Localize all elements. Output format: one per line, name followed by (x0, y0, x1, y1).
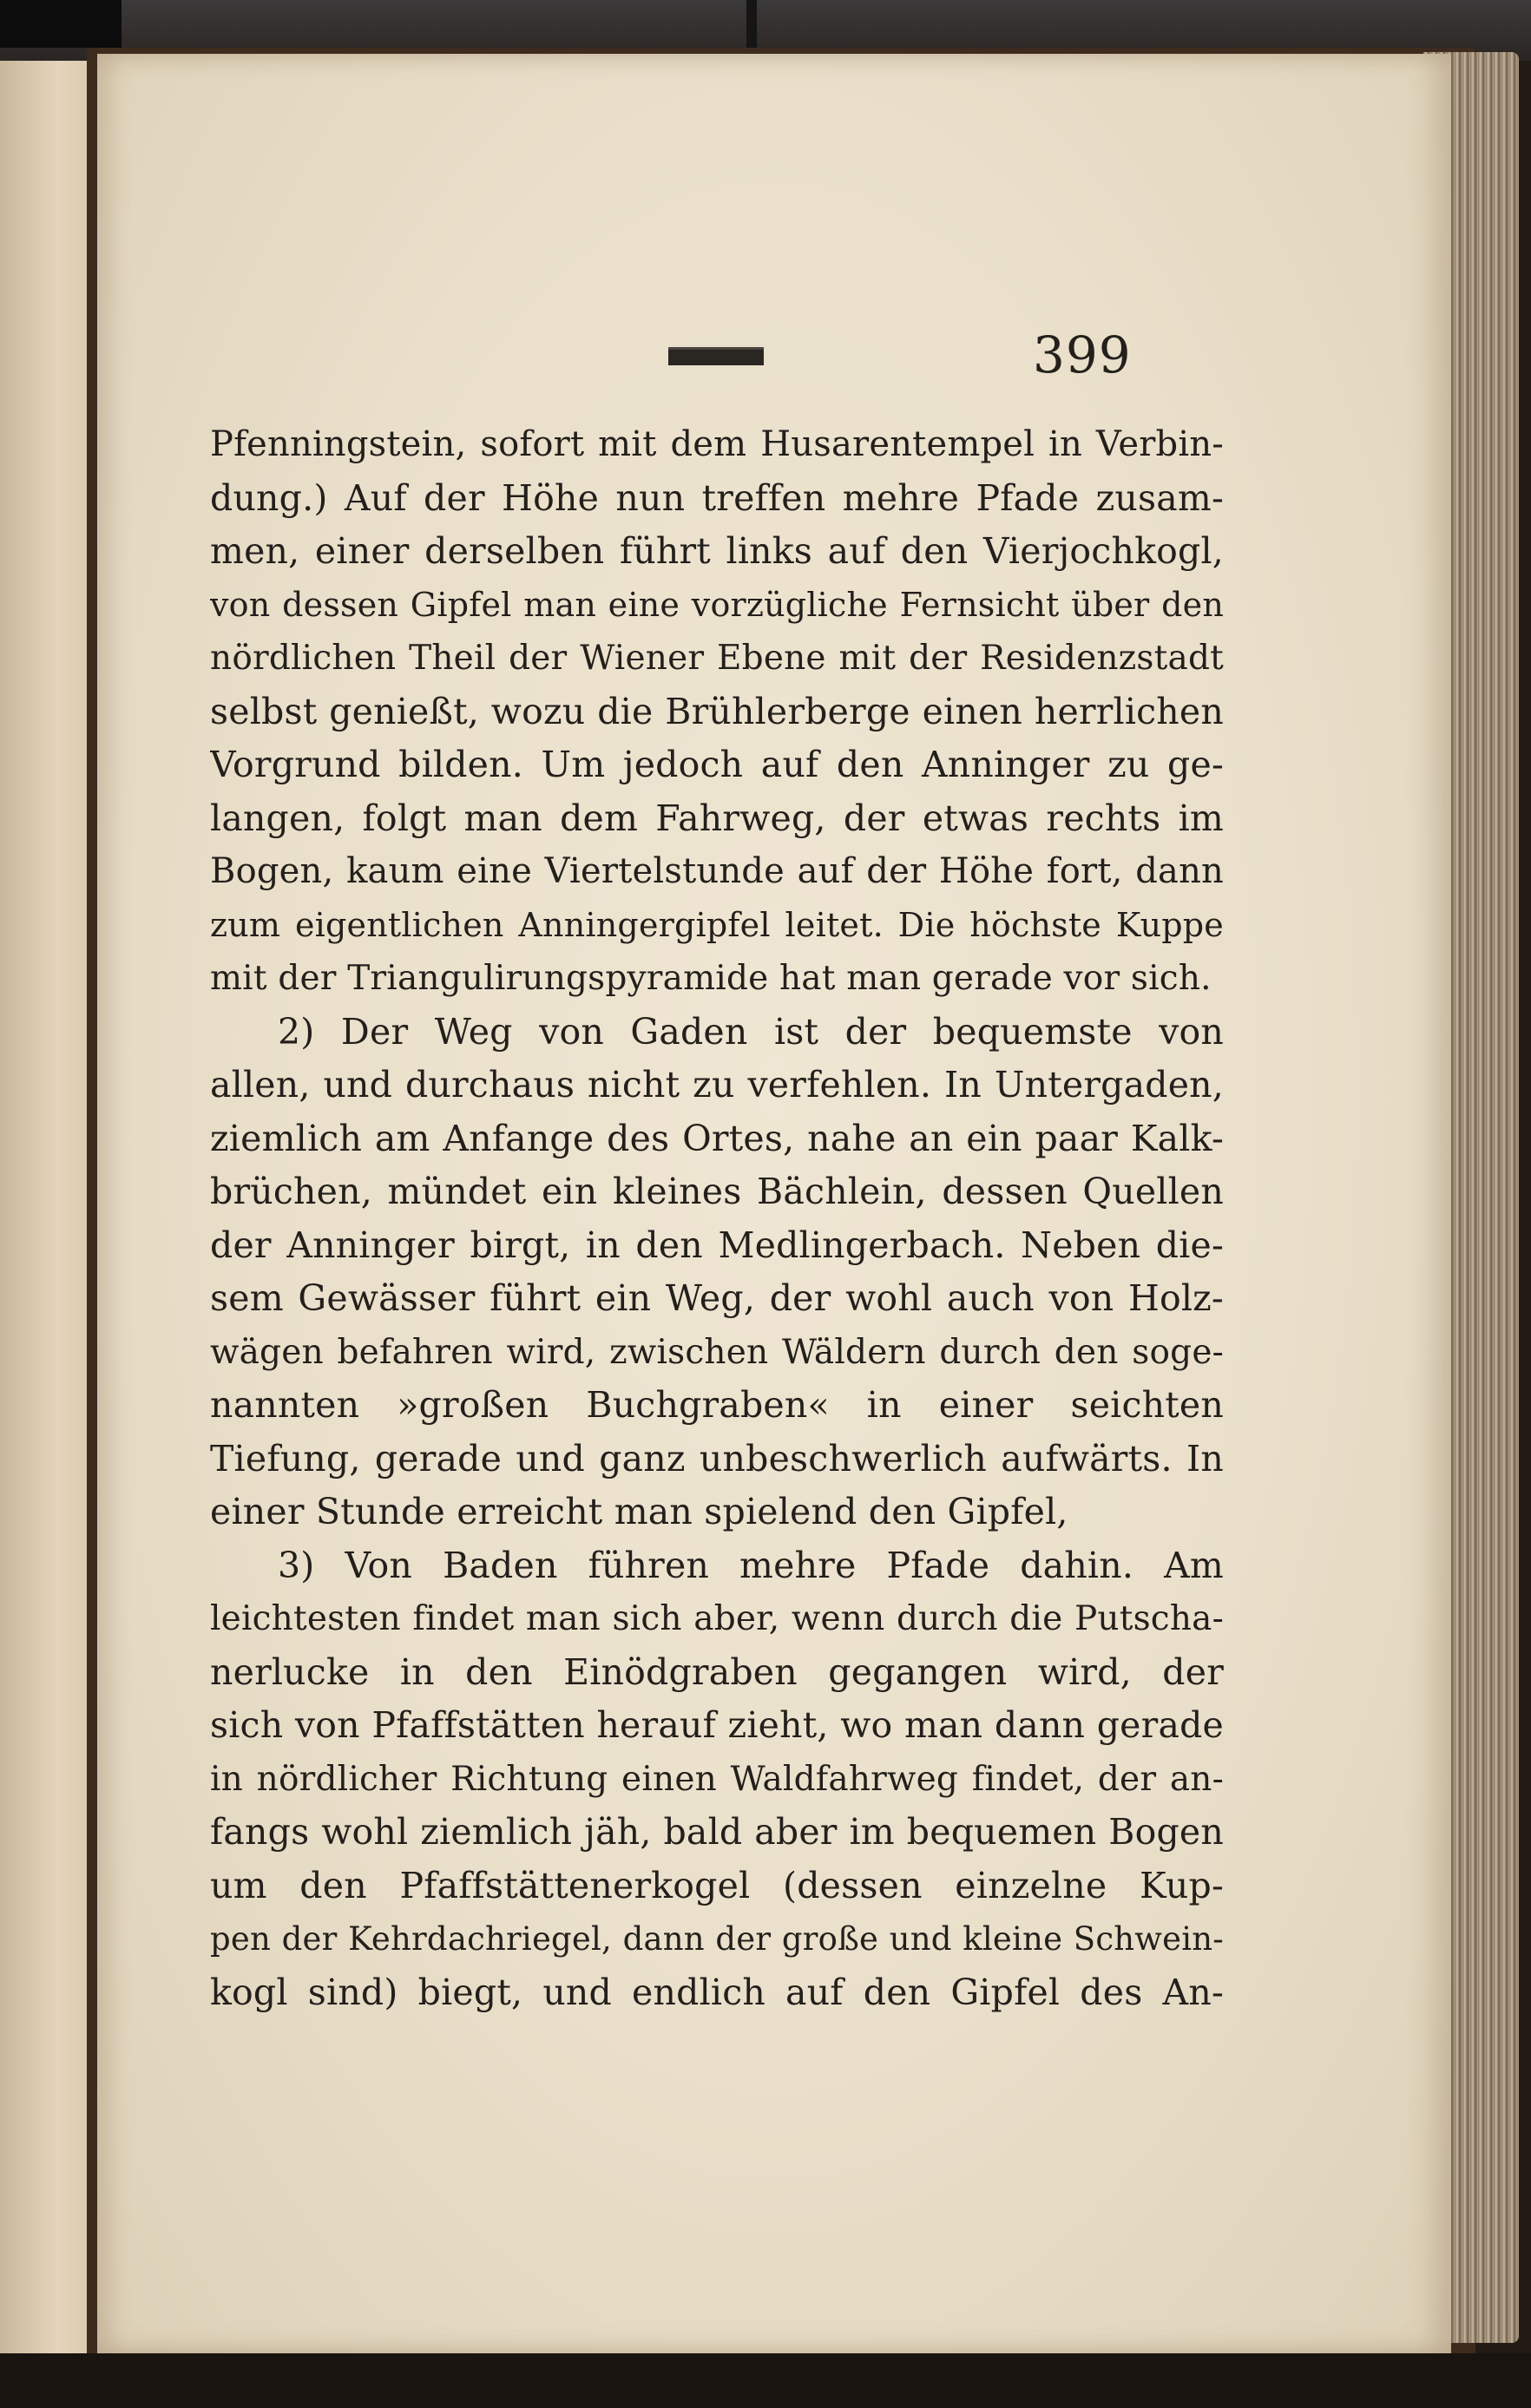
text-line: selbst genießt, wozu die Brühlerberge einen herrlichen (210, 690, 1224, 732)
text-line: pen der Kehrdachriegel, dann der große und kleine Schwein- (210, 1920, 1224, 1958)
text-line: der Anninger birgt, in den Medlingerbach. Neben die- (210, 1224, 1224, 1266)
text-line: mit der Triangulirungspyramide hat man gerade vor sich. (210, 959, 1212, 998)
text-line: nannten »großen Buchgraben« in einer seichten (210, 1384, 1224, 1426)
text-line: Vorgrund bilden. Um jedoch auf den Anninger zu ge- (210, 744, 1224, 785)
text-line: Bogen, kaum eine Viertelstunde auf der Höhe fort, dann (210, 851, 1224, 891)
body-text (210, 418, 1224, 2019)
text-line: langen, folgt man dem Fahrweg, der etwas rechts im (210, 797, 1224, 839)
text-line: zum eigentlichen Anningergipfel leitet. Die höchste Kuppe (210, 905, 1224, 944)
text-line: 3) Von Baden führen mehre Pfade dahin. Am (278, 1544, 1224, 1586)
background-divider (746, 0, 757, 48)
text-line: sich von Pfaffstätten herauf zieht, wo man dann gerade (210, 1704, 1224, 1746)
text-line: leichtesten findet man sich aber, wenn durch die Putscha- (210, 1599, 1224, 1638)
text-line: Pfenningstein, sofort mit dem Husarentempel in Verbin- (210, 424, 1224, 464)
left-page-edge (0, 61, 100, 2360)
background-bottom (0, 2353, 1531, 2408)
header-rule (668, 347, 764, 365)
text-line: ziemlich am Anfange des Ortes, nahe an ein paar Kalk- (210, 1117, 1224, 1159)
text-line: nördlichen Theil der Wiener Ebene mit der Residenzstadt (210, 639, 1224, 678)
text-line: allen, und durchaus nicht zu verfehlen. In Untergaden, (210, 1064, 1224, 1106)
text-line: sem Gewässer führt ein Weg, der wohl auch von Holz- (210, 1277, 1224, 1319)
text-line: dung.) Auf der Höhe nun treffen mehre Pfade zusam- (210, 476, 1224, 519)
background-shadow (0, 0, 122, 48)
text-line: nerlucke in den Einödgraben gegangen wird, der (210, 1650, 1224, 1693)
text-line: 2) Der Weg von Gaden ist der bequemste von (278, 1010, 1224, 1053)
text-line: kogl sind) biegt, und endlich auf den Gipfel des An- (210, 1971, 1224, 2013)
text-line: einer Stunde erreicht man spielend den Gipfel, (210, 1491, 1068, 1532)
text-line: fangs wohl ziemlich jäh, bald aber im bequemen Bogen (210, 1811, 1224, 1853)
page-number: 399 (1033, 325, 1132, 384)
text-line: men, einer derselben führt links auf den Vierjochkogl, (210, 530, 1224, 572)
text-line: in nördlicher Richtung einen Waldfahrweg findet, der an- (210, 1759, 1224, 1799)
text-line: von dessen Gipfel man eine vorzügliche Fernsicht über den (210, 585, 1224, 624)
text-line: wägen befahren wird, zwischen Wäldern durch den soge- (210, 1332, 1224, 1372)
text-line: um den Pfaffstättenerkogel (dessen einzelne Kup- (210, 1864, 1224, 1906)
text-line: brüchen, mündet ein kleines Bächlein, dessen Quellen (210, 1171, 1224, 1212)
text-line: Tiefung, gerade und ganz unbeschwerlich aufwärts. In (210, 1437, 1224, 1480)
